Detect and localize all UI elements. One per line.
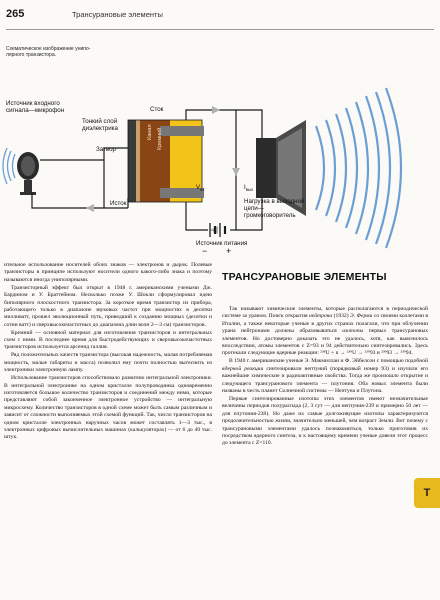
silicon-label: Кремний [157, 127, 163, 150]
minus-sign: − [202, 246, 208, 256]
microphone-sound-waves [3, 148, 15, 184]
paragraph: Кремний — основной материал для изготовления транзисторов и интегральных схем с ними. В последнее время для быстродействующих и сверхвысокочастотных транзисторов используется арсенид галлия. [4, 329, 212, 351]
page-number: 265 [6, 8, 25, 20]
running-head: Трансурановые элементы [72, 10, 163, 19]
figure-caption: Схематическое изображение униполярного транзистора. [6, 46, 91, 58]
term-nuclear-reaction: ядерной реакции [222, 365, 264, 372]
vbx-symbol: V [196, 184, 201, 191]
drain-label: Сток [150, 106, 164, 113]
paragraph-2 [222, 358, 428, 395]
term-isotopes: изотопы [342, 328, 364, 335]
text-run: со своими коллегами в Италии, а также некоторые ученые в других странах полагали, что при облучении урана нейтронами должны образовываться [222, 313, 428, 335]
dielectric-label: Тонкий слой диэлектрика [82, 118, 118, 132]
left-text-column [4, 262, 212, 552]
power-source-label: Источник питания [196, 240, 248, 247]
channel-label: Канал [147, 124, 153, 140]
microphone-icon [17, 152, 39, 195]
paragraph: Использование транзисторов способствовало развитию интегральной электроники. В интегральной электронике на одном кристалле полупроводника одновременно изготовляется большое количество транзисторов и соединений между ними, которые представляют собой законченное электронное устройство — интегральную микросхему. Количество транзисторов в одной схеме может быть самым различным и зависит от сложности выполняемых этой схемой функций. Так, число транзисторов на одном кристалле электронных наручных часов может составлять 1—3 тыс., в электронных цифровых вычислительных машинах (калькуляторах) — от 6 до 40 тыс. штук. [4, 375, 212, 441]
text-run: синтезировали нептуний (порядковый номер 93) и изучили его важнейшие химические и радиоактивные свойства. Тогда же произошло открытие и следующего трансуранового элемента — плутония. Оба новых элемента были названы в честь планет Солнечной системы — Нептуна и Плутона. [222, 365, 428, 394]
transistor-body [128, 120, 204, 202]
paragraph-3: Первые синтезированные изотопы этих элементов имеют незначительные величины периодов полураспада (2, 3 сут — для нептуния-239 и примерно 50 лет — для плутония-238). Но даже их самые долгоживущие изотопы характеризуются продолжительностью жизни, значительно меньшей, чем возраст Земли. Вот почему с трансурановыми элементами удалось познакомиться, только приготовив их посредством ядерного синтеза, и к настоящему времени ученые довели этот процесс до элемента с Z=110. [222, 395, 428, 447]
vbx-subscript: вх [200, 187, 205, 193]
ivyx-label [244, 184, 253, 193]
gate-electrode [128, 120, 136, 202]
dielectric-layer [136, 120, 140, 202]
vbx-label [196, 184, 204, 193]
input-source-label: Источник входного сигнала—микрофон [6, 100, 65, 114]
text-run: (1932) [332, 313, 351, 320]
paragraph-1 [222, 306, 428, 358]
nuclear-reaction-formula: ²³⁸U + n → ²³⁹U → ²³⁹93 и ²³⁹93 → ²³⁹94. [320, 350, 413, 357]
text-run: первых трансурановых элементов. Но достоверно доказать это не удалось, хотя, как выяснилось впоследствии, атомы элементов с Z=93 и 94 действительно синтезировались. Здесь протекали следующие ядерные реакции: [222, 328, 428, 357]
right-text-column [222, 306, 428, 572]
paragraph: Ряд положительных качеств транзистора (высокая надежность, малая потребляемая мощность, малые габариты и масса) позволил ему почти полностью вытеснить из электроники электронную лампу. [4, 352, 212, 374]
text-run: Так называют химические элементы, которые располагаются в периодической системе за ураном. Поиск открытия [222, 306, 428, 320]
gate-label: Затвор [96, 146, 116, 153]
speaker-sound-waves [316, 88, 401, 248]
term-neutron: нейтрона [308, 313, 333, 320]
paragraph: Транзисторный эффект был открыт в 1948 г. американскими учеными Дж. Бардином и У. Браттейном. Несколько позже У. Шокли сформулировал идею биполярного плоскостного транзистора. За короткое время транзистор из прибора, работающего только в диапазоне звуковых частот при мощностях в десятки милливатт, прошел эволюционный путь, приведший к созданию мощных (десятки и сотни ватт) и сверхвысокочастотных до диапазона длин волн 2—3 см) транзисторов. [4, 284, 212, 328]
source-label: Исток [110, 200, 127, 207]
page-header [6, 6, 434, 30]
transistor-figure [0, 80, 440, 258]
section-title: ТРАНСУРАНОВЫЕ ЭЛЕМЕНТЫ [222, 271, 387, 283]
term-fermi: Э. Ферми [350, 313, 373, 320]
drain-contact [160, 126, 204, 136]
load-label: Нагрузка в выходной цепи—громкоговоритель [244, 198, 305, 219]
alphabet-thumb-tab: Т [414, 478, 440, 508]
ivyx-symbol: I [244, 184, 246, 191]
plus-sign: + [226, 246, 232, 256]
paragraph: ительное использование носителей обоих знаков — электронов и дырок. Полевые транзисторы в принципе используют носители одного какого-либо знака и поэтому называются иногда униполярными. [4, 262, 212, 283]
ivyx-subscript: вых [245, 187, 254, 193]
text-run: В 1940 г. американские ученые Э. Макмиллан и Ф. Эйбелсон с помощью подобной [229, 358, 428, 365]
